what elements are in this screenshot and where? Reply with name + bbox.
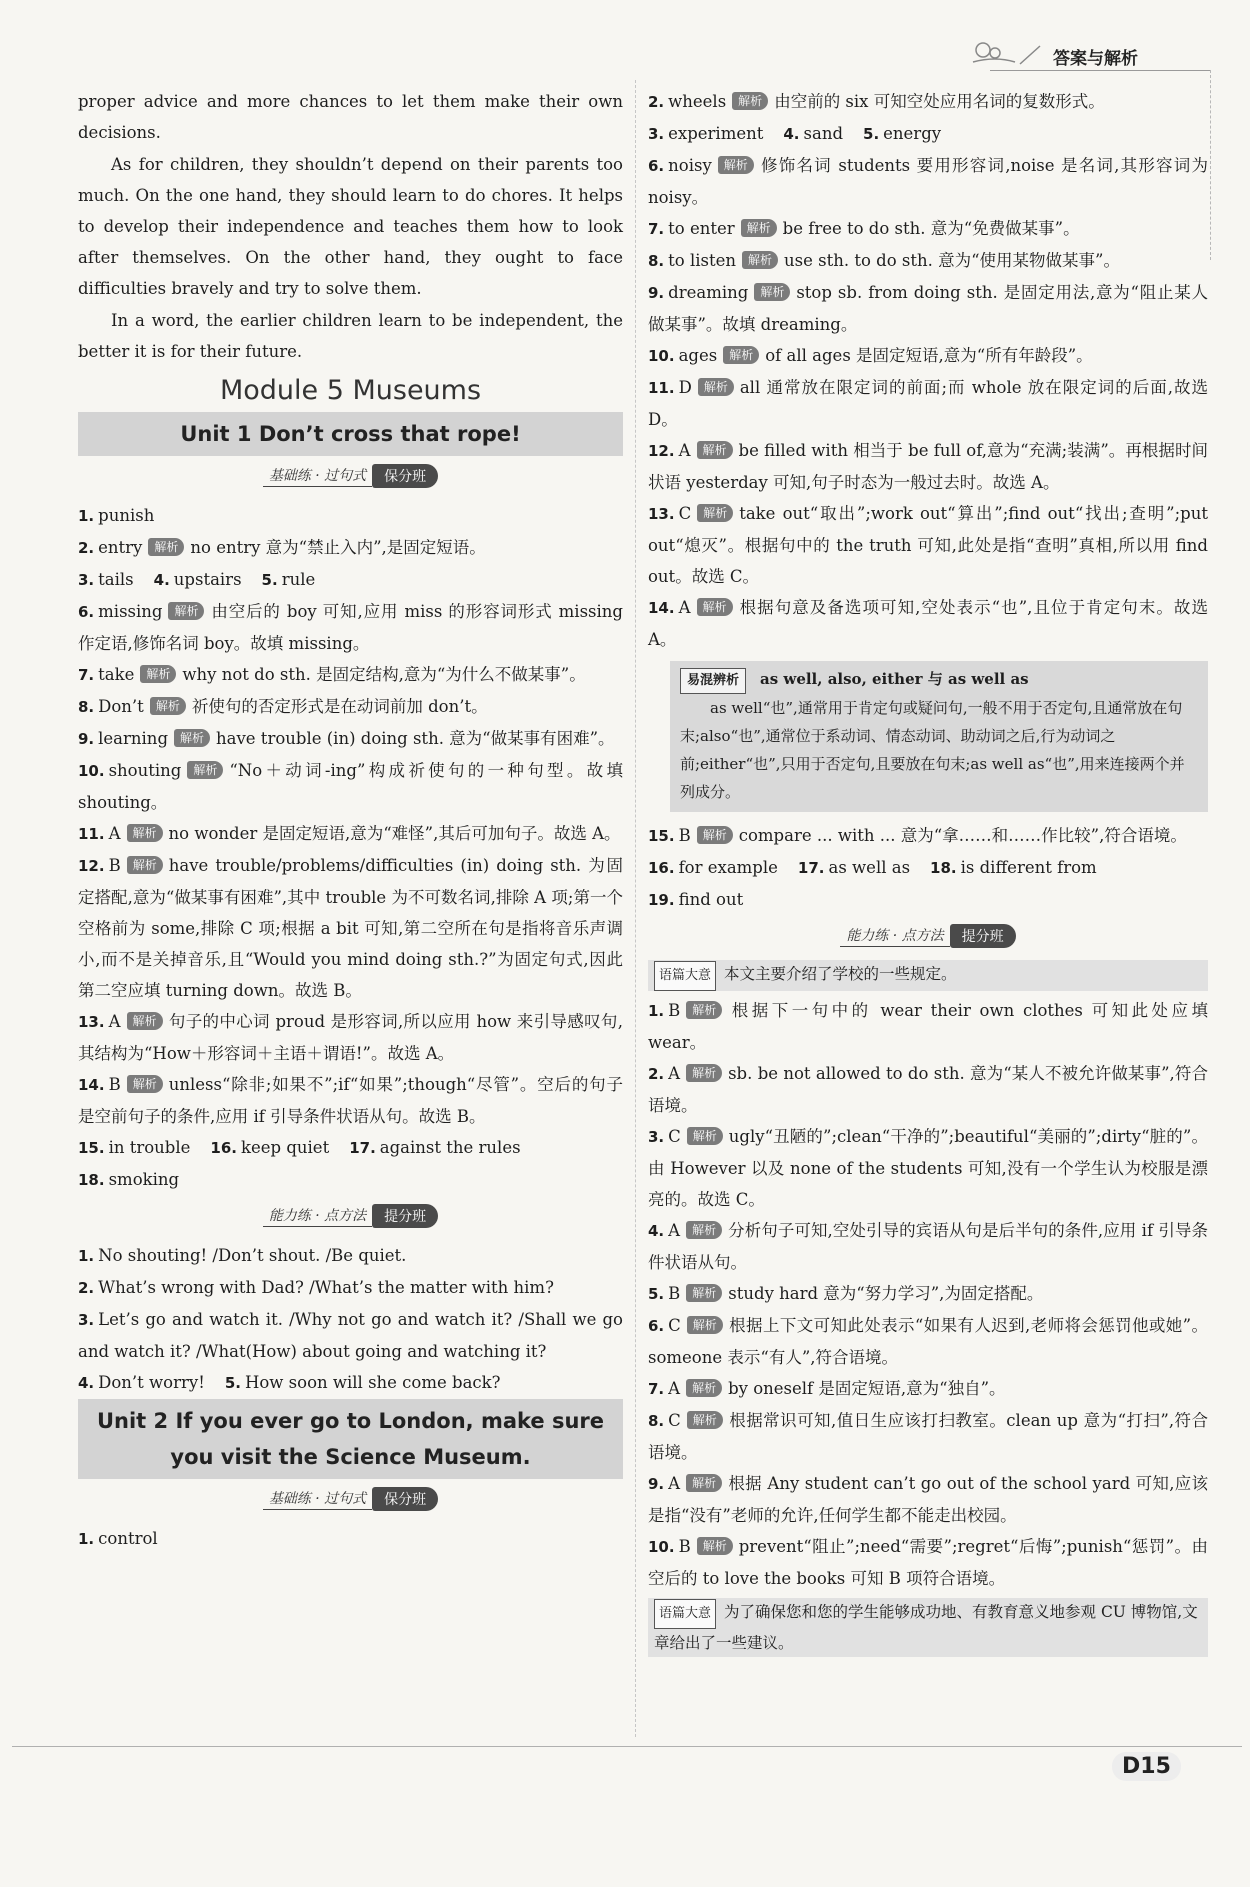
explanation: “No＋动词-ing”构成祈使句的一种句型。故填 shouting。	[78, 761, 623, 812]
analysis-tag: 解析	[687, 1316, 723, 1334]
answer: entry	[98, 538, 143, 557]
explanation: have trouble/problems/difficulties (in) doing sth. 为固定搭配,意为“做某事有困难”,其中 trouble 为不可数名词,排除 A 项;第一个空格前为 some,排除 C 项;根据 a bit 可知,第二空所在句是指将音乐声调小,而不是关掉音乐,且“Would you mind doing sth.?”为固定句式,因此第二空应填 turning down。故选 B。	[78, 856, 623, 1000]
item-number: 15.	[648, 827, 675, 845]
answer-item	[78, 564, 623, 596]
item-number: 18.	[78, 1171, 105, 1189]
answer: learning	[98, 729, 168, 748]
item-number: 13.	[648, 505, 675, 523]
section-label: 能力练 · 点方法	[263, 1205, 372, 1227]
analysis-tag: 解析	[754, 283, 790, 301]
explanation: 根据句意及备选项可知,空处表示“也”,且位于肯定句末。故选 A。	[648, 598, 1208, 649]
answer: dreaming	[668, 283, 749, 302]
analysis-tag: 解析	[697, 504, 733, 522]
answer: find out	[678, 890, 744, 909]
item-number: 3.	[648, 1128, 665, 1146]
analysis-tag: 解析	[127, 1012, 163, 1030]
answer: A	[678, 598, 691, 617]
item-number: 7.	[648, 1380, 665, 1398]
analysis-tag: 解析	[687, 1127, 723, 1145]
item-number: 3.	[78, 571, 95, 589]
explanation: 由空前的 six 可知空处应用名词的复数形式。	[774, 92, 1105, 111]
analysis-tag: 解析	[686, 1284, 722, 1302]
explanation: by oneself 是固定短语,意为“独自”。	[728, 1379, 1006, 1398]
item-number: 1.	[78, 1247, 95, 1265]
explanation: be free to do sth. 意为“免费做某事”。	[782, 219, 1080, 238]
answer-item	[78, 1367, 623, 1399]
answer: What’s wrong with Dad? /What’s the matter with him?	[98, 1278, 554, 1297]
item-number: 13.	[78, 1013, 105, 1031]
answer: sand	[803, 124, 844, 143]
answer-item	[78, 1164, 623, 1196]
analysis-tag: 解析	[174, 729, 210, 747]
item-number: 9.	[648, 284, 665, 302]
explanation: unless“除非;如果不”;if“如果”;though“尽管”。空后的句子是空前句子的条件,应用 if 引导条件状语从句。故选 B。	[78, 1075, 623, 1126]
item-number: 11.	[648, 379, 675, 397]
answer-item	[648, 277, 1208, 340]
item-number: 11.	[78, 825, 105, 843]
answer: A	[678, 441, 691, 460]
item-number: 8.	[648, 1412, 665, 1430]
answer: Don’t	[98, 697, 144, 716]
answer-item	[78, 1132, 623, 1164]
answer-item	[78, 1523, 623, 1555]
section-header	[78, 1204, 623, 1228]
answer-item	[648, 118, 1208, 150]
answer: rule	[281, 570, 316, 589]
item-number: 2.	[78, 539, 95, 557]
explanation: 祈使句的否定形式是在动词前加 don’t。	[191, 697, 488, 716]
column-divider	[635, 80, 636, 1737]
section-header	[648, 924, 1208, 948]
item-number: 17.	[349, 1139, 376, 1157]
item-number: 8.	[78, 698, 95, 716]
answer: C	[668, 1316, 681, 1335]
explanation: compare ... with ... 意为“拿……和……作比较”,符合语境。	[738, 826, 1187, 845]
analysis-tag: 解析	[686, 1474, 722, 1492]
answer-item	[648, 884, 1208, 916]
unit-title: Unit 1 Don’t cross that rope!	[78, 412, 623, 456]
answer-item	[648, 852, 1208, 884]
answer-item	[78, 500, 623, 532]
answer: D	[678, 378, 692, 397]
analysis-tag: 解析	[686, 1379, 722, 1397]
answer: Don’t worry!	[98, 1373, 205, 1392]
item-number: 15.	[78, 1139, 105, 1157]
answer-item	[648, 213, 1208, 245]
gist-text: 为了确保您和您的学生能够成功地、有教育意义地参观 CU 博物馆,文章给出了一些建议。	[654, 1603, 1198, 1652]
item-number: 6.	[648, 157, 665, 175]
answer: missing	[98, 602, 163, 621]
answer: keep quiet	[241, 1138, 330, 1157]
answer: against the rules	[379, 1138, 521, 1157]
explanation: 根据下一句中的 wear their own clothes 可知此处应填 wear。	[648, 1001, 1208, 1052]
answer-item	[78, 850, 623, 1006]
mascot-icon	[965, 38, 1045, 70]
item-number: 10.	[648, 347, 675, 365]
paragraph: As for children, they shouldn’t depend on their parents too much. On the one hand, they should learn to do chores. It helps to develop their independence and teaches them how to look after themselves. On the other hand, they ought to face difficulties bravely and try to solve them.	[78, 155, 623, 298]
right-column	[648, 86, 1208, 1661]
answer-item	[78, 755, 623, 818]
answer: is different from	[960, 858, 1097, 877]
item-number: 14.	[78, 1076, 105, 1094]
item-number: 5.	[648, 1285, 665, 1303]
item-number: 10.	[78, 762, 105, 780]
answer: A	[668, 1474, 681, 1493]
analysis-tag: 解析	[723, 346, 759, 364]
answer-item	[648, 150, 1208, 213]
confusion-note	[670, 661, 1208, 812]
answer: to enter	[668, 219, 735, 238]
answer: C	[678, 504, 692, 523]
analysis-tag: 解析	[718, 156, 754, 174]
paragraph: In a word, the earlier children learn to be independent, the better it is for their future.	[78, 311, 623, 361]
confusion-title	[680, 667, 1198, 694]
answer-item	[78, 1006, 623, 1069]
analysis-tag: 解析	[187, 761, 223, 779]
passage-gist	[648, 1598, 1208, 1657]
item-number: 7.	[78, 666, 95, 684]
item-number: 6.	[78, 603, 95, 621]
answer: for example	[678, 858, 778, 877]
answer-item	[78, 1272, 623, 1304]
item-number: 2.	[648, 1065, 665, 1083]
explanation: of all ages 是固定短语,意为“所有年龄段”。	[765, 346, 1093, 365]
answer-item	[78, 1069, 623, 1132]
left-column	[78, 86, 623, 1555]
item-number: 12.	[648, 442, 675, 460]
item-number: 2.	[78, 1279, 95, 1297]
explanation: sb. be not allowed to do sth. 意为“某人不被允许做某事”,符合语境。	[648, 1064, 1208, 1115]
answer-item	[648, 1373, 1208, 1405]
unit-title	[78, 1399, 623, 1479]
answer: smoking	[108, 1170, 180, 1189]
item-number: 5.	[863, 125, 880, 143]
item-number: 4.	[648, 1222, 665, 1240]
analysis-tag: 解析	[697, 1537, 733, 1555]
answer-item	[648, 498, 1208, 592]
explanation: be filled with 相当于 be full of,意为“充满;装满”。再根据时间状语 yesterday 可知,句子时态为一般过去时。故选 A。	[648, 441, 1208, 492]
answer: take	[98, 665, 135, 684]
explanation: no entry 意为“禁止入内”,是固定短语。	[190, 538, 486, 557]
analysis-tag: 解析	[148, 538, 184, 556]
section-label: 基础练 · 过句式	[263, 1488, 372, 1510]
header-divider	[990, 70, 1210, 71]
explanation: 根据常识可知,值日生应该打扫教室。clean up 意为“打扫”,符合语境。	[648, 1411, 1208, 1462]
answer: C	[668, 1127, 681, 1146]
analysis-tag: 解析	[127, 824, 163, 842]
analysis-tag: 解析	[140, 665, 176, 683]
item-number: 10.	[648, 1538, 675, 1556]
analysis-tag: 解析	[741, 219, 777, 237]
item-number: 2.	[648, 93, 665, 111]
item-number: 14.	[648, 599, 675, 617]
item-number: 1.	[78, 507, 95, 525]
item-number: 16.	[210, 1139, 237, 1157]
header-label: 答案与解析	[1053, 49, 1138, 69]
item-number: 4.	[153, 571, 170, 589]
answer: How soon will she come back?	[244, 1373, 501, 1392]
answer: tails	[98, 570, 134, 589]
answer-item	[648, 435, 1208, 498]
explanation: 由空后的 boy 可知,应用 miss 的形容词形式 missing 作定语,修饰名词 boy。故填 missing。	[78, 602, 623, 653]
answer: B	[108, 856, 121, 875]
answer-item	[648, 86, 1208, 118]
explanation: take out“取出”;work out“算出”;find out“找出;查明”;put out“熄灭”。根据句中的 the truth 可知,此处是指“查明”真相,所以用 find out。故选 C。	[648, 504, 1208, 586]
gist-tag: 语篇大意	[654, 961, 716, 991]
confusion-heading: as well, also, either 与 as well as	[760, 670, 1029, 688]
answer-item	[78, 691, 623, 723]
unit-title-line: you visit the Science Museum.	[170, 1445, 531, 1469]
answer: B	[668, 1284, 681, 1303]
unit-title-line: Unit 2 If you ever go to London, make sure	[96, 1409, 604, 1433]
gist-tag: 语篇大意	[654, 1599, 716, 1629]
answer-item	[648, 995, 1208, 1058]
explanation: prevent“阻止”;need“需要”;regret“后悔”;punish“惩罚”。由空后的 to love the books 可知 B 项符合语境。	[648, 1537, 1208, 1588]
answer-item	[78, 818, 623, 850]
explanation: study hard 意为“努力学习”,为固定搭配。	[728, 1284, 1044, 1303]
answer-item	[78, 1240, 623, 1272]
section-label: 能力练 · 点方法	[840, 925, 949, 947]
explanation: use sth. to do sth. 意为“使用某物做某事”。	[784, 251, 1120, 270]
answer-item	[648, 1468, 1208, 1531]
analysis-tag: 解析	[697, 598, 733, 616]
analysis-tag: 解析	[150, 697, 186, 715]
answer: Let’s go and watch it. /Why not go and watch it? /Shall we go and watch it? /What(How) about going and watching it?	[78, 1310, 623, 1361]
item-number: 5.	[261, 571, 278, 589]
item-number: 8.	[648, 252, 665, 270]
explanation: 根据上下文可知此处表示“如果有人迟到,老师将会惩罚他或她”。someone 表示“有人”,符合语境。	[648, 1316, 1208, 1367]
answer-item	[648, 245, 1208, 277]
answer: A	[668, 1379, 681, 1398]
explanation: 分析句子可知,空处引导的宾语从句是后半句的条件,应用 if 引导条件状语从句。	[648, 1221, 1208, 1272]
explanation: ugly“丑陋的”;clean“干净的”;beautiful“美丽的”;dirty“脏的”。由 However 以及 none of the students 可知,没有一个学生认为校服是漂亮的。故选 C。	[648, 1127, 1208, 1209]
analysis-tag: 解析	[697, 826, 733, 844]
answer-item	[648, 1531, 1208, 1594]
section-header	[78, 1487, 623, 1511]
answer: as well as	[828, 858, 911, 877]
analysis-tag: 解析	[686, 1001, 722, 1019]
section-label: 基础练 · 过句式	[263, 465, 372, 487]
item-number: 7.	[648, 220, 665, 238]
analysis-tag: 解析	[127, 1075, 163, 1093]
item-number: 19.	[648, 891, 675, 909]
section-tag: 提分班	[372, 1204, 438, 1228]
analysis-tag: 解析	[742, 251, 778, 269]
analysis-tag: 解析	[127, 856, 163, 874]
explanation: have trouble (in) doing sth. 意为“做某事有困难”。	[216, 729, 615, 748]
explanation: 句子的中心词 proud 是形容词,所以应用 how 来引导感叹句,其结构为“How＋形容词＋主语＋谓语!”。故选 A。	[78, 1012, 623, 1063]
answer-item	[648, 340, 1208, 372]
analysis-tag: 解析	[168, 602, 204, 620]
item-number: 16.	[648, 859, 675, 877]
page-number: D15	[1112, 1752, 1181, 1781]
answer: B	[668, 1001, 681, 1020]
confusion-text: as well“也”,通常用于肯定句或疑问句,一般不用于否定句,且通常放在句末;also“也”,通常位于系动词、情态动词、助动词之后,行为动词之前;either“也”,只用于否定句,且要放在句末;as well as“也”,用来连接两个并列成分。	[680, 699, 1185, 801]
answer: B	[108, 1075, 121, 1094]
answer-item	[78, 596, 623, 659]
item-number: 18.	[930, 859, 957, 877]
explanation: stop sb. from doing sth. 是固定用法,意为“阻止某人做某事”。故填 dreaming。	[648, 283, 1208, 334]
answer: B	[678, 1537, 691, 1556]
passage-gist	[648, 960, 1208, 991]
gist-text: 本文主要介绍了学校的一些规定。	[724, 965, 957, 983]
item-number: 4.	[783, 125, 800, 143]
analysis-tag: 解析	[687, 1411, 723, 1429]
item-number: 17.	[797, 859, 825, 877]
explanation: why not do sth. 是固定结构,意为“为什么不做某事”。	[182, 665, 586, 684]
answer: A	[668, 1221, 681, 1240]
answer-item	[648, 1405, 1208, 1468]
answer-item	[648, 1215, 1208, 1278]
item-number: 1.	[78, 1530, 95, 1548]
section-tag: 保分班	[372, 464, 438, 488]
answer: wheels	[668, 92, 727, 111]
analysis-tag: 解析	[698, 378, 734, 396]
item-number: 3.	[78, 1311, 95, 1329]
analysis-tag: 解析	[686, 1221, 722, 1239]
explanation: 根据 Any student can’t go out of the school yard 可知,应该是指“没有”老师的允许,任何学生都不能走出校园。	[648, 1474, 1208, 1525]
module-title: Module 5 Museums	[219, 375, 482, 406]
answer-item	[648, 1121, 1208, 1215]
answer-item	[78, 1304, 623, 1367]
answer: shouting	[108, 761, 182, 780]
answer-item	[648, 592, 1208, 655]
answer-item	[78, 532, 623, 564]
item-number: 4.	[78, 1374, 95, 1392]
answer-item	[648, 372, 1208, 435]
answer: energy	[883, 124, 942, 143]
answer-item	[648, 1310, 1208, 1373]
answer-item	[648, 1278, 1208, 1310]
answer: A	[108, 1012, 121, 1031]
item-number: 5.	[224, 1374, 241, 1392]
section-tag: 保分班	[372, 1487, 438, 1511]
answer: control	[98, 1529, 158, 1548]
item-number: 6.	[648, 1317, 665, 1335]
item-number: 12.	[78, 857, 105, 875]
analysis-tag: 解析	[732, 92, 768, 110]
answer: A	[668, 1064, 681, 1083]
answer-item	[78, 659, 623, 691]
answer: noisy	[668, 156, 712, 175]
answer: C	[668, 1411, 681, 1430]
answer: experiment	[668, 124, 764, 143]
answer: ages	[678, 346, 718, 365]
answer-item	[648, 1058, 1208, 1121]
answer: in trouble	[108, 1138, 191, 1157]
item-number: 9.	[78, 730, 95, 748]
side-divider	[1210, 70, 1211, 260]
item-number: 9.	[648, 1475, 665, 1493]
answer: No shouting! /Don’t shout. /Be quiet.	[98, 1246, 407, 1265]
explanation: 修饰名词 students 要用形容词,noise 是名词,其形容词为 noisy。	[648, 156, 1208, 207]
answer: B	[678, 826, 691, 845]
answer: A	[108, 824, 121, 843]
confusion-tag: 易混辨析	[680, 668, 746, 694]
section-header	[78, 464, 623, 488]
item-number: 3.	[648, 125, 665, 143]
analysis-tag: 解析	[697, 441, 733, 459]
answer: to listen	[668, 251, 736, 270]
answer: upstairs	[173, 570, 242, 589]
explanation: no wonder 是固定短语,意为“难怪”,其后可加句子。故选 A。	[168, 824, 621, 843]
analysis-tag: 解析	[686, 1064, 722, 1082]
footer-divider	[12, 1746, 1242, 1747]
answer-item	[78, 723, 623, 755]
explanation: all 通常放在限定词的前面;而 whole 放在限定词的后面,故选 D。	[648, 378, 1208, 429]
item-number: 1.	[648, 1002, 665, 1020]
answer-item	[648, 820, 1208, 852]
paragraph: proper advice and more chances to let them make their own decisions.	[78, 92, 623, 142]
answer: punish	[98, 506, 155, 525]
section-tag: 提分班	[950, 924, 1016, 948]
